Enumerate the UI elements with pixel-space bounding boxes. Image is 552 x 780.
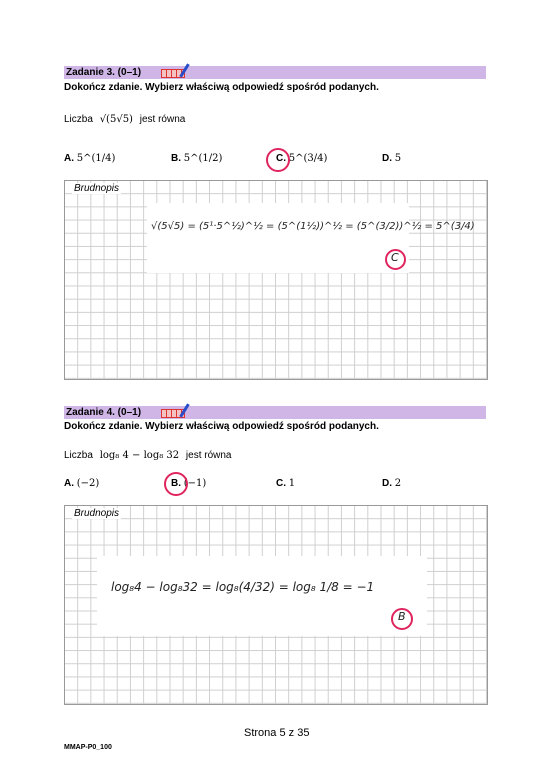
- task4-option-a[interactable]: A. (−2): [64, 478, 100, 489]
- task3-scratchpad: [64, 180, 488, 380]
- task3-handwriting: √(5√5) = (5¹·5^½)^½ = (5^(1½))^½ = (5^(3/2))^½ = 5^(3/4): [151, 221, 475, 232]
- task3-option-a[interactable]: A. 5^(1/4): [64, 153, 116, 164]
- task4-handwriting: log₈4 − log₈32 = log₈(4/32) = log₈ 1/8 = −1: [111, 580, 375, 594]
- statement-suffix: jest równa: [139, 114, 186, 125]
- task3-option-d[interactable]: D. 5: [382, 153, 402, 164]
- task4-statement: [64, 450, 232, 461]
- statement-prefix: Liczba: [64, 450, 93, 461]
- brudnopis-label: Brudnopis: [74, 183, 120, 194]
- task4-handwritten-answer: B: [398, 610, 406, 623]
- task3-statement: [64, 114, 185, 125]
- task4-header: [64, 406, 486, 419]
- task3-option-b[interactable]: B. 5^(1/2): [171, 153, 223, 164]
- task4-scratchpad: [64, 505, 488, 705]
- task3-expression: √(5√5): [99, 114, 133, 125]
- task3-handwritten-answer: C: [391, 251, 399, 264]
- document-code: MMAP-P0_100: [64, 744, 112, 751]
- task3-title: Zadanie 3. (0–1): [66, 67, 142, 78]
- handwriting-paper: [147, 203, 475, 273]
- task4-option-c[interactable]: C. 1: [276, 478, 296, 489]
- selected-answer-circle: [164, 472, 188, 496]
- brudnopis-label: Brudnopis: [74, 508, 120, 519]
- handwriting-paper: [97, 556, 427, 636]
- task4-option-b[interactable]: B. (−1): [171, 478, 207, 489]
- selected-answer-circle: [266, 148, 290, 172]
- statement-prefix: Liczba: [64, 114, 93, 125]
- handwritten-answer-circle: [385, 249, 406, 270]
- statement-suffix: jest równa: [185, 450, 232, 461]
- task4-option-d[interactable]: D. 2: [382, 478, 402, 489]
- page-number: Strona 5 z 35: [244, 727, 310, 739]
- task4-title: Zadanie 4. (0–1): [66, 407, 142, 418]
- task3-instruction: Dokończ zdanie. Wybierz właściwą odpowiedź spośród podanych.: [64, 82, 379, 93]
- task4-expression: log₈ 4 − log₈ 32: [99, 450, 180, 461]
- task3-option-c[interactable]: C. 5^(3/4): [276, 153, 328, 164]
- handwritten-answer-circle: [391, 608, 413, 630]
- task3-header: [64, 66, 486, 79]
- task4-instruction: Dokończ zdanie. Wybierz właściwą odpowiedź spośród podanych.: [64, 421, 379, 432]
